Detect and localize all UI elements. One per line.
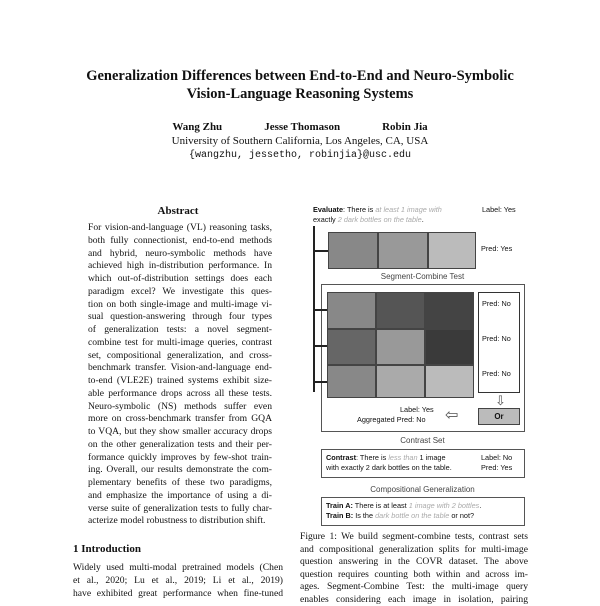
- text-line: which out-of-distribution settings does each: [88, 273, 272, 284]
- authors: [0, 121, 600, 133]
- or-box: Or: [478, 408, 520, 425]
- text-line: set, compositional generalization, and cross-: [88, 349, 272, 361]
- arrow-left-icon: ⇦: [445, 407, 459, 424]
- arrow: [313, 345, 328, 347]
- text-line: to-end (VLE2E) trained systems exhibit size-: [88, 375, 272, 386]
- text-line: achieved high in-distribution performance. In: [88, 260, 272, 272]
- text-line: question answering in the COVR dataset. The above: [300, 556, 528, 567]
- text-line: more on cross-benchmark transfer from GQA: [88, 413, 272, 425]
- text-line: both fully connectionist, end-to-end methods: [88, 234, 272, 246]
- contrast-text: Contrast: There is less than 1 image with exactly 2 dark bottles on the table.: [326, 453, 452, 472]
- text-line: benchmark transfer. Vision-and-language end-: [88, 362, 272, 374]
- text-line: and emphasize the importance of using a di-: [88, 489, 272, 501]
- text-line: Widely used multi-modal pretrained models (Chen: [73, 562, 283, 573]
- image: [428, 232, 476, 269]
- image: [327, 329, 376, 365]
- text-line: ing. Overall, our results demonstrate the com-: [88, 464, 272, 476]
- image: [425, 365, 474, 398]
- affiliation: University of Southern California, Los Angeles, CA, USA: [171, 135, 429, 147]
- text-line: combine test for multi-image queries, contrast: [88, 336, 272, 348]
- image: [376, 329, 425, 365]
- compositional-title: Compositional Generalization: [370, 485, 475, 494]
- text-line: on the other generalization tests and their per-: [88, 438, 272, 450]
- text-line: able performance drops across all these tests.: [88, 387, 272, 399]
- abstract-heading: Abstract: [157, 205, 199, 217]
- text-line: enables considering each image in isolation, pairing: [300, 593, 528, 605]
- arrow: [313, 309, 328, 311]
- author: Jesse Thomason: [264, 121, 341, 133]
- author: Robin Jia: [382, 121, 428, 133]
- pred-2: Pred: No: [482, 334, 511, 343]
- text-line: formance quickly improves by few-shot train-: [88, 451, 272, 463]
- text-line: Figure 1: We build segment-combine tests, contrast sets: [300, 531, 528, 542]
- image: [376, 365, 425, 398]
- email: {wangzhu, jessetho, robinjia}@usc.edu: [188, 150, 412, 161]
- title-line: Vision-Language Reasoning Systems: [186, 86, 414, 102]
- text-line: acterize model robustness to distribution shift.: [88, 515, 266, 527]
- contrast-label-pred: Label: No Pred: Yes: [481, 453, 513, 472]
- author: Wang Zhu: [172, 121, 223, 133]
- text-line: ages. Segment-Combine Test: the multi-image query: [300, 581, 528, 592]
- text-line: For vision-and-language (VL) reasoning tasks,: [88, 222, 272, 233]
- text-line: to VQA, but they show smaller accuracy drops: [88, 426, 272, 437]
- pred-1: Pred: No: [482, 299, 511, 308]
- contrast-title: Contrast Set: [400, 436, 445, 445]
- text-line: sual question-answering through four types: [88, 311, 272, 323]
- label-yes: Label: Yes: [400, 405, 434, 414]
- text-line: and compositional generalization splits for multi-image: [300, 543, 528, 555]
- text-line: Neuro-symbolic (NS) methods suffer even: [88, 400, 272, 412]
- introduction-heading: 1 Introduction: [73, 543, 141, 555]
- arrow-down-icon: ⇩: [495, 393, 506, 408]
- text-line: have exhibited great performance when fine-tuned: [73, 587, 283, 599]
- text-line: paradigm excel? We investigate this ques-: [88, 285, 272, 297]
- image: [328, 232, 378, 269]
- label-top: Label: Yes: [482, 205, 516, 214]
- text-line: of generalization tests: a novel segment-: [88, 324, 272, 335]
- title-line: Generalization Differences between End-to-End and Neuro-Symbolic: [86, 68, 514, 84]
- aggregated-pred: Aggregated Pred: No: [357, 415, 426, 424]
- text-line: tion on both single-image and multi-image vi-: [88, 298, 272, 310]
- text-line: question requires counting both within and across im-: [300, 568, 528, 580]
- pred-top: Pred: Yes: [481, 244, 513, 253]
- segment-title: Segment-Combine Test: [380, 272, 465, 281]
- arrow: [313, 381, 328, 383]
- text-line: et al., 2020; Lu et al., 2019; Li et al., 2019): [73, 574, 283, 586]
- evaluate-text: Evaluate: There is at least 1 image with exactly 2 dark bottles on the table.: [313, 205, 442, 224]
- image: [425, 329, 474, 365]
- image: [327, 365, 376, 398]
- text-line: and hybrid, neuro-symbolic methods have: [88, 247, 272, 259]
- image: [425, 292, 474, 329]
- image: [376, 292, 425, 329]
- paper-title: [40, 67, 560, 103]
- text-line: plementary benefits of these two paradigms,: [88, 477, 272, 488]
- image: [378, 232, 428, 269]
- image: [327, 292, 376, 329]
- train-text: Train A: There is at least 1 image with 2 bottles. Train B: Is the dark bottle on the table or not?: [326, 501, 482, 520]
- arrow: [313, 250, 328, 252]
- pred-3: Pred: No: [482, 369, 511, 378]
- text-line: verse suite of generalization tests to fully char-: [88, 502, 272, 514]
